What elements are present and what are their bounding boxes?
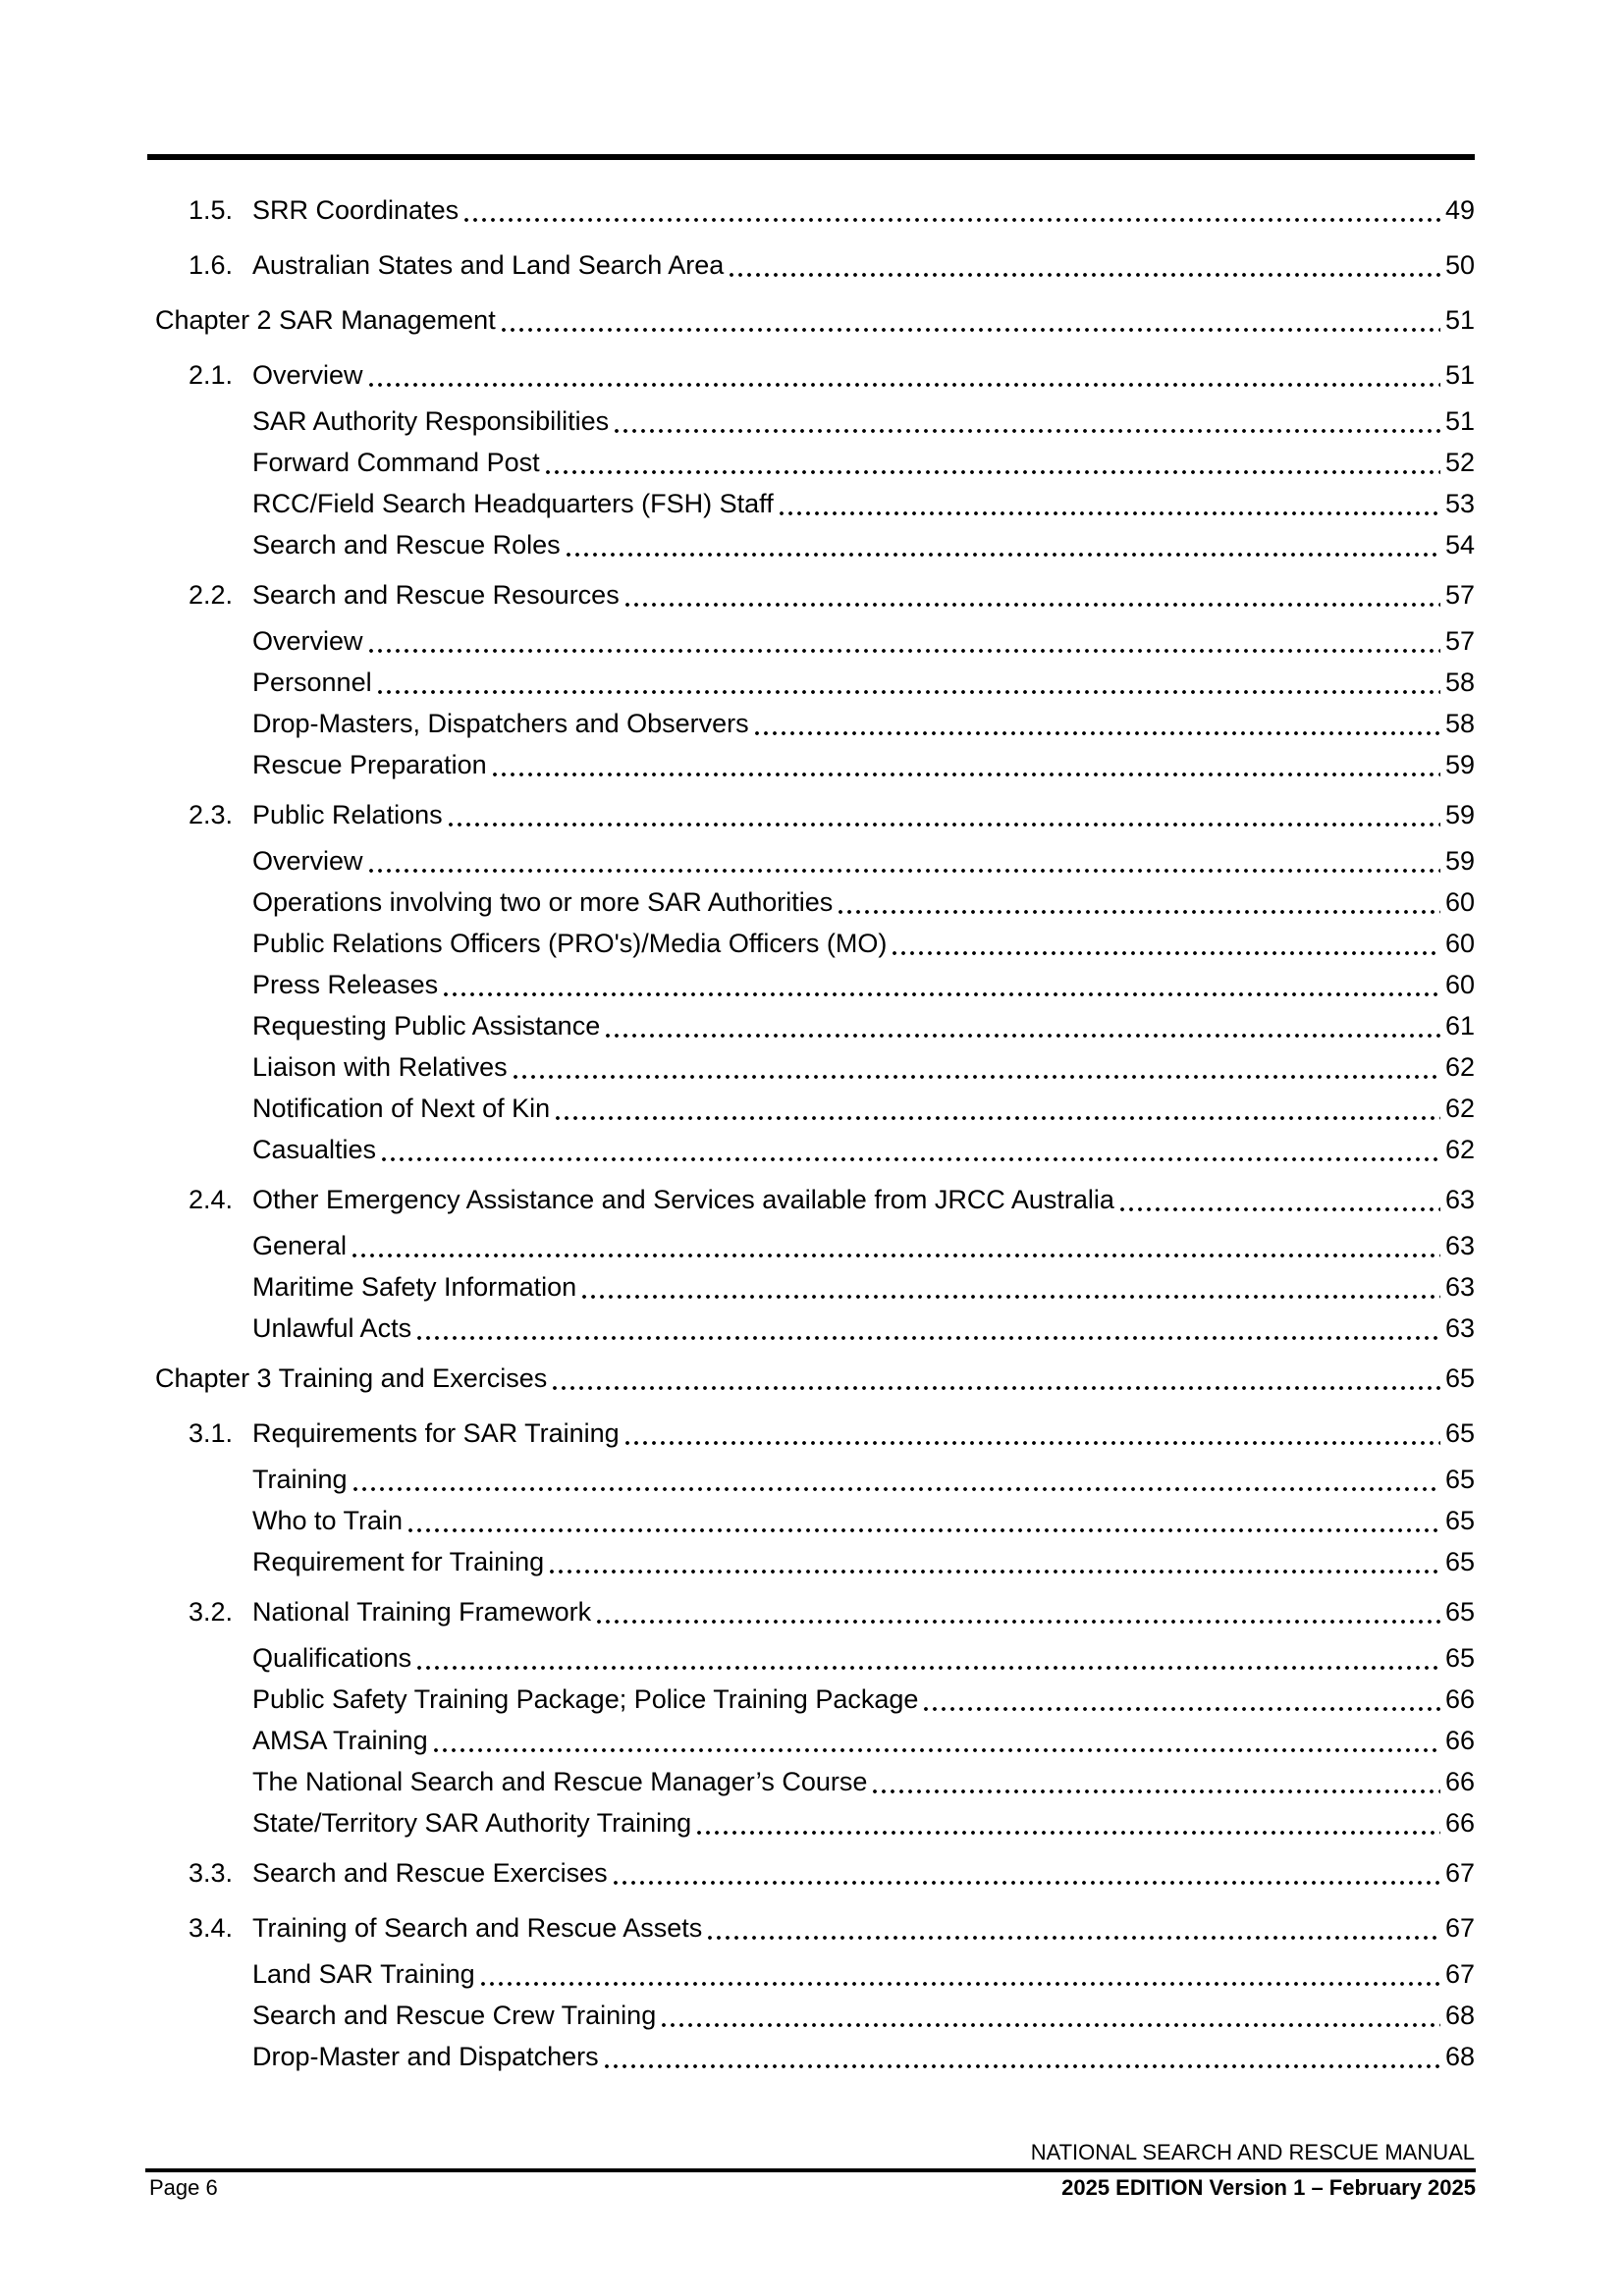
toc-entry-page-number: 62 (1444, 1135, 1475, 1164)
dot-leader (614, 1881, 1440, 1885)
toc-entry-label: General (252, 1231, 348, 1260)
toc-entry[interactable] (149, 192, 1475, 229)
toc-entry[interactable] (149, 486, 1475, 522)
dot-leader (780, 511, 1440, 515)
toc-entry[interactable] (149, 1503, 1475, 1539)
toc-entry-label: Public Relations (252, 800, 443, 829)
toc-entry-page-number: 58 (1444, 667, 1475, 697)
toc-entry-label: Who to Train (252, 1506, 404, 1535)
page-footer (149, 2175, 1476, 2201)
toc-entry-page-number: 57 (1444, 580, 1475, 610)
toc-entry[interactable] (149, 1723, 1475, 1759)
toc-entry[interactable] (149, 926, 1475, 962)
toc-entry[interactable] (149, 706, 1475, 742)
toc-entry-page-number: 65 (1444, 1643, 1475, 1673)
toc-entry-page-number: 51 (1444, 360, 1475, 390)
toc-entry-page-number: 67 (1444, 1959, 1475, 1989)
toc-entry-page-number: 60 (1444, 887, 1475, 917)
footer-manual-title: NATIONAL SEARCH AND RESCUE MANUAL (1030, 2140, 1475, 2164)
toc-entry[interactable] (149, 357, 1475, 394)
dot-leader (353, 1487, 1440, 1491)
toc-entry-page-number: 53 (1444, 489, 1475, 518)
toc-entry-label: Drop-Masters, Dispatchers and Observers (252, 709, 749, 738)
toc-entry-page-number: 67 (1444, 1858, 1475, 1888)
toc-entry-label: Public Safety Training Package; Police Training Package (252, 1684, 919, 1714)
toc-entry-label: Operations involving two or more SAR Authorities (252, 887, 834, 917)
dot-leader (662, 2023, 1440, 2027)
dot-leader (553, 1386, 1440, 1390)
toc-entry-number: 2.3. (189, 800, 234, 829)
dot-leader (1120, 1207, 1440, 1211)
dot-leader (352, 1254, 1440, 1257)
dot-leader (839, 910, 1440, 914)
dot-leader (464, 218, 1440, 222)
toc-entry-label: Maritime Safety Information (252, 1272, 577, 1302)
toc-entry[interactable] (149, 1998, 1475, 2034)
footer-page-number: Page 6 (149, 2175, 218, 2200)
dot-leader (924, 1707, 1440, 1711)
toc-entry-label: Australian States and Land Search Area (252, 250, 725, 280)
toc-entry-label: Unlawful Acts (252, 1313, 412, 1343)
toc-entry-page-number: 66 (1444, 1684, 1475, 1714)
toc-entry-label: Overview (252, 846, 363, 876)
toc-entry-label: Notification of Next of Kin (252, 1094, 551, 1123)
toc-entry-page-number: 63 (1444, 1313, 1475, 1343)
toc-entry[interactable] (149, 1415, 1475, 1452)
footer-edition-label: 2025 EDITION Version 1 – February 2025 (1061, 2175, 1476, 2200)
toc-entry-page-number: 63 (1444, 1185, 1475, 1214)
toc-entry-number: 1.6. (189, 250, 234, 280)
dot-leader (369, 649, 1440, 653)
toc-entry-label: Forward Command Post (252, 448, 540, 477)
dot-leader (382, 1157, 1440, 1161)
toc-entry-number: 2.4. (189, 1185, 234, 1214)
toc-entry-page-number: 62 (1444, 1052, 1475, 1082)
toc-entry-page-number: 60 (1444, 929, 1475, 958)
dot-leader (417, 1336, 1440, 1340)
toc-entry-label: SAR Authority Responsibilities (252, 406, 610, 436)
toc-entry[interactable] (149, 623, 1475, 660)
toc-entry-page-number: 59 (1444, 750, 1475, 779)
dot-leader (597, 1620, 1440, 1624)
toc-entry-label: National Training Framework (252, 1597, 592, 1627)
toc-entry[interactable] (149, 527, 1475, 563)
toc-entry-page-number: 58 (1444, 709, 1475, 738)
toc-entry-label: State/Territory SAR Authority Training (252, 1808, 692, 1838)
toc-entry-label: Search and Rescue Resources (252, 580, 620, 610)
toc-entry[interactable] (149, 1269, 1475, 1306)
toc-entry[interactable] (149, 843, 1475, 880)
toc-entry-page-number: 62 (1444, 1094, 1475, 1123)
toc-entry-page-number: 68 (1444, 2001, 1475, 2030)
dot-leader (502, 328, 1440, 332)
toc-entry-page-number: 52 (1444, 448, 1475, 477)
dot-leader (697, 1831, 1440, 1835)
dot-leader (730, 273, 1440, 277)
toc-entry-page-number: 59 (1444, 846, 1475, 876)
toc-entry-label: Requesting Public Assistance (252, 1011, 601, 1041)
dot-leader (546, 470, 1440, 474)
toc-entry-label: Liaison with Relatives (252, 1052, 508, 1082)
header-rule (147, 154, 1475, 160)
toc-entry-label: Press Releases (252, 970, 439, 999)
toc-entry-page-number: 65 (1444, 1363, 1475, 1393)
toc-entry-label: Overview (252, 360, 363, 390)
toc-entry-page-number: 66 (1444, 1808, 1475, 1838)
dot-leader (606, 1034, 1440, 1038)
toc-entry-number: 3.4. (189, 1913, 234, 1943)
toc-entry-number: 2.2. (189, 580, 234, 610)
dot-leader (755, 731, 1440, 735)
toc-entry[interactable] (149, 445, 1475, 481)
toc-entry[interactable] (149, 2039, 1475, 2075)
toc-entry[interactable] (149, 665, 1475, 701)
toc-entry-page-number: 49 (1444, 195, 1475, 225)
toc-entry-label: Drop-Master and Dispatchers (252, 2042, 599, 2071)
toc-entry-page-number: 65 (1444, 1418, 1475, 1448)
toc-entry[interactable] (149, 1361, 1475, 1397)
toc-entry-page-number: 65 (1444, 1547, 1475, 1576)
dot-leader (378, 690, 1440, 694)
toc-entry[interactable] (149, 1228, 1475, 1264)
toc-entry-page-number: 67 (1444, 1913, 1475, 1943)
toc-entry-page-number: 66 (1444, 1767, 1475, 1796)
dot-leader (605, 2064, 1440, 2068)
toc-entry[interactable] (149, 403, 1475, 440)
dot-leader (582, 1295, 1440, 1299)
toc-entry-page-number: 60 (1444, 970, 1475, 999)
toc-entry-page-number: 59 (1444, 800, 1475, 829)
dot-leader (493, 773, 1440, 776)
toc-entry[interactable] (149, 1910, 1475, 1947)
toc-entry[interactable] (149, 1594, 1475, 1630)
toc-entry-label: Search and Rescue Roles (252, 530, 561, 560)
toc-entry[interactable] (149, 797, 1475, 833)
toc-entry-label: Rescue Preparation (252, 750, 487, 779)
toc-entry[interactable] (149, 1462, 1475, 1498)
toc-entry-number: 2.1. (189, 360, 234, 390)
toc-entry-label: AMSA Training (252, 1726, 428, 1755)
dot-leader (625, 1441, 1440, 1445)
dot-leader (408, 1528, 1440, 1532)
toc-entry[interactable] (149, 1956, 1475, 1993)
dot-leader (481, 1982, 1440, 1986)
toc-entry[interactable] (149, 1008, 1475, 1044)
toc-entry-label: SRR Coordinates (252, 195, 460, 225)
dot-leader (873, 1789, 1440, 1793)
dot-leader (893, 951, 1440, 955)
toc-entry-number: 3.3. (189, 1858, 234, 1888)
dot-leader (514, 1075, 1440, 1079)
toc-entry-label: Casualties (252, 1135, 377, 1164)
toc-entry-label: RCC/Field Search Headquarters (FSH) Staff (252, 489, 774, 518)
toc-entry-page-number: 51 (1444, 406, 1475, 436)
toc-entry[interactable] (149, 1855, 1475, 1892)
toc-entry-page-number: 65 (1444, 1465, 1475, 1494)
dot-leader (615, 429, 1440, 433)
toc-entry-label: Search and Rescue Exercises (252, 1858, 608, 1888)
toc-entry-label: The National Search and Rescue Manager’s Course (252, 1767, 868, 1796)
dot-leader (550, 1570, 1440, 1574)
dot-leader (625, 603, 1440, 607)
dot-leader (417, 1666, 1440, 1670)
toc-entry[interactable] (149, 1049, 1475, 1086)
toc-entry-number: 3.2. (189, 1597, 234, 1627)
dot-leader (444, 992, 1440, 996)
toc-entry-page-number: 57 (1444, 626, 1475, 656)
toc-entry[interactable] (149, 747, 1475, 783)
dot-leader (708, 1936, 1440, 1940)
table-of-contents (149, 184, 1475, 2080)
toc-entry[interactable] (149, 1764, 1475, 1800)
toc-entry-page-number: 63 (1444, 1231, 1475, 1260)
toc-entry-page-number: 51 (1444, 305, 1475, 335)
toc-entry[interactable] (149, 1805, 1475, 1842)
toc-entry[interactable] (149, 577, 1475, 614)
toc-entry-number: 1.5. (189, 195, 234, 225)
toc-entry-label: Requirements for SAR Training (252, 1418, 620, 1448)
dot-leader (449, 823, 1440, 827)
toc-entry-label: Overview (252, 626, 363, 656)
toc-entry-page-number: 61 (1444, 1011, 1475, 1041)
toc-entry-page-number: 54 (1444, 530, 1475, 560)
toc-entry-label: Training (252, 1465, 348, 1494)
toc-entry[interactable] (149, 1544, 1475, 1580)
toc-entry-label: Chapter 2 SAR Management (155, 305, 496, 335)
footer-rule (145, 2168, 1476, 2172)
toc-entry-page-number: 65 (1444, 1506, 1475, 1535)
toc-entry-label: Search and Rescue Crew Training (252, 2001, 657, 2030)
toc-entry-page-number: 65 (1444, 1597, 1475, 1627)
toc-entry[interactable] (149, 1640, 1475, 1677)
toc-entry[interactable] (149, 247, 1475, 284)
dot-leader (434, 1748, 1440, 1752)
dot-leader (567, 553, 1440, 557)
toc-entry[interactable] (149, 1182, 1475, 1218)
toc-entry-label: Chapter 3 Training and Exercises (155, 1363, 548, 1393)
toc-entry-page-number: 68 (1444, 2042, 1475, 2071)
toc-entry-label: Land SAR Training (252, 1959, 475, 1989)
toc-entry-label: Training of Search and Rescue Assets (252, 1913, 703, 1943)
toc-entry[interactable] (149, 1682, 1475, 1718)
toc-entry[interactable] (149, 884, 1475, 921)
toc-entry-page-number: 66 (1444, 1726, 1475, 1755)
toc-entry-page-number: 50 (1444, 250, 1475, 280)
toc-entry[interactable] (149, 967, 1475, 1003)
toc-entry-label: Requirement for Training (252, 1547, 545, 1576)
toc-entry-label: Qualifications (252, 1643, 412, 1673)
dot-leader (556, 1116, 1440, 1120)
toc-entry[interactable] (149, 1091, 1475, 1127)
toc-entry-page-number: 63 (1444, 1272, 1475, 1302)
dot-leader (369, 383, 1440, 387)
toc-entry[interactable] (149, 1310, 1475, 1347)
toc-entry[interactable] (149, 302, 1475, 339)
toc-entry-label: Public Relations Officers (PRO's)/Media Officers (MO) (252, 929, 888, 958)
toc-entry-label: Other Emergency Assistance and Services available from JRCC Australia (252, 1185, 1114, 1214)
toc-entry[interactable] (149, 1132, 1475, 1168)
toc-entry-label: Personnel (252, 667, 372, 697)
dot-leader (369, 869, 1440, 873)
toc-entry-number: 3.1. (189, 1418, 234, 1448)
